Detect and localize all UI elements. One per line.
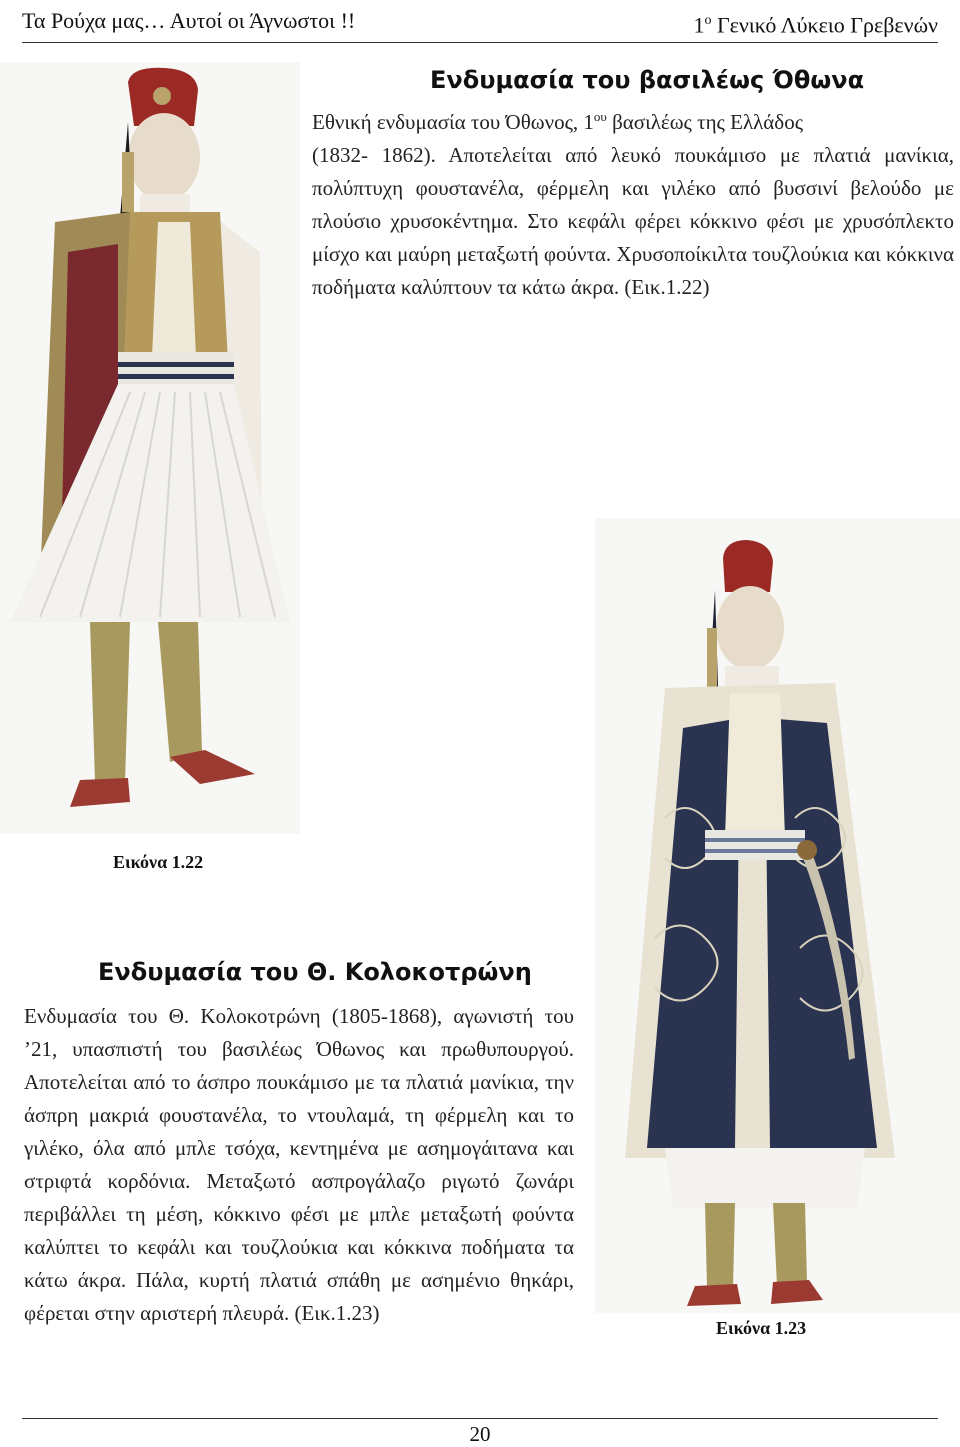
otto-first-line-sup: ου [593, 109, 607, 124]
figure-caption-1-22: Εικόνα 1.22 [113, 852, 204, 872]
section-title-otto: Ενδυμασία του βασιλέως Όθωνα [430, 66, 865, 94]
figure-caption-1-23: Εικόνα 1.23 [716, 1318, 807, 1338]
page-number: 20 [469, 1422, 491, 1446]
header-school [693, 4, 938, 42]
section-text-otto [312, 100, 954, 304]
otto-first-line-post: βασιλέως της Ελλάδος [606, 110, 804, 134]
section-text-kolokotronis: Ενδυμασία του Θ. Κολοκοτρώνη (1805-1868), αγωνιστή του ’21, υπασπιστή του βασιλέως Όθωνος και πρωθυπουργού. Αποτελείται από το άσπρο πουκάμισο με τα πλατιά μανίκια, την άσπρη μακριά φουστανέλα, το ντουλαμά, τη φέρμελη και το γιλέκο, όλα από μπλε τσόχα, κεντημένα με ασημογάιτανα και στριφτά κορδόνια. Μεταξωτό ασπρογάλαζο ριγωτό ζωνάρι περιβάλλει τη μέση, κόκκινο φέσι με μπλε μεταξωτή φούντα καλύπτει το κεφάλι και τουζλούκια και κόκκινα ποδήματα τα κάτω άκρα. Πάλα, κυρτή πλατιά σπάθη με ασημένιο θηκάρι, φέρεται στην αριστερή πλευρά. (Εικ.1.23) [24, 1004, 574, 1325]
otto-first-line [312, 100, 954, 139]
footer-divider [22, 1418, 938, 1419]
header-school-number: 1 [693, 12, 705, 38]
otto-body: (1832- 1862). Αποτελείται από λευκό πουκάμισο με πλατιά μανίκια, πολύπτυχη φουστανέλα, φέρμελη και γιλέκο από βυσσινί βελούδο με πλούσιο χρυσοκέντημα. Στο κεφάλι φέρει κόκκινο φέσι με χρυσόπλεκτο μίσχο και μαύρη μεταξωτή φούντα. Χρυσοποίκιλτα τουζλούκια και κόκκινα ποδήματα καλύπτουν τα κάτω άκρα. (Εικ.1.22) [312, 143, 954, 299]
otto-first-line-pre: Εθνική ενδυμασία του Όθωνος, 1 [312, 110, 594, 134]
page-header [22, 4, 938, 43]
header-title: Τα Ρούχα μας… Αυτοί οι Άγνωστοι !! [22, 8, 356, 33]
header-school-sup: ο [704, 13, 712, 28]
otto-costume-illustration [0, 62, 300, 834]
header-school-name: Γενικό Λύκειο Γρεβενών [711, 12, 938, 38]
section-title-kolokotronis: Ενδυμασία του Θ. Κολοκοτρώνη [98, 958, 532, 986]
kolokotronis-costume-illustration [595, 518, 960, 1313]
figure-kolokotronis-costume [595, 518, 960, 1313]
figure-otto-costume [0, 62, 300, 834]
